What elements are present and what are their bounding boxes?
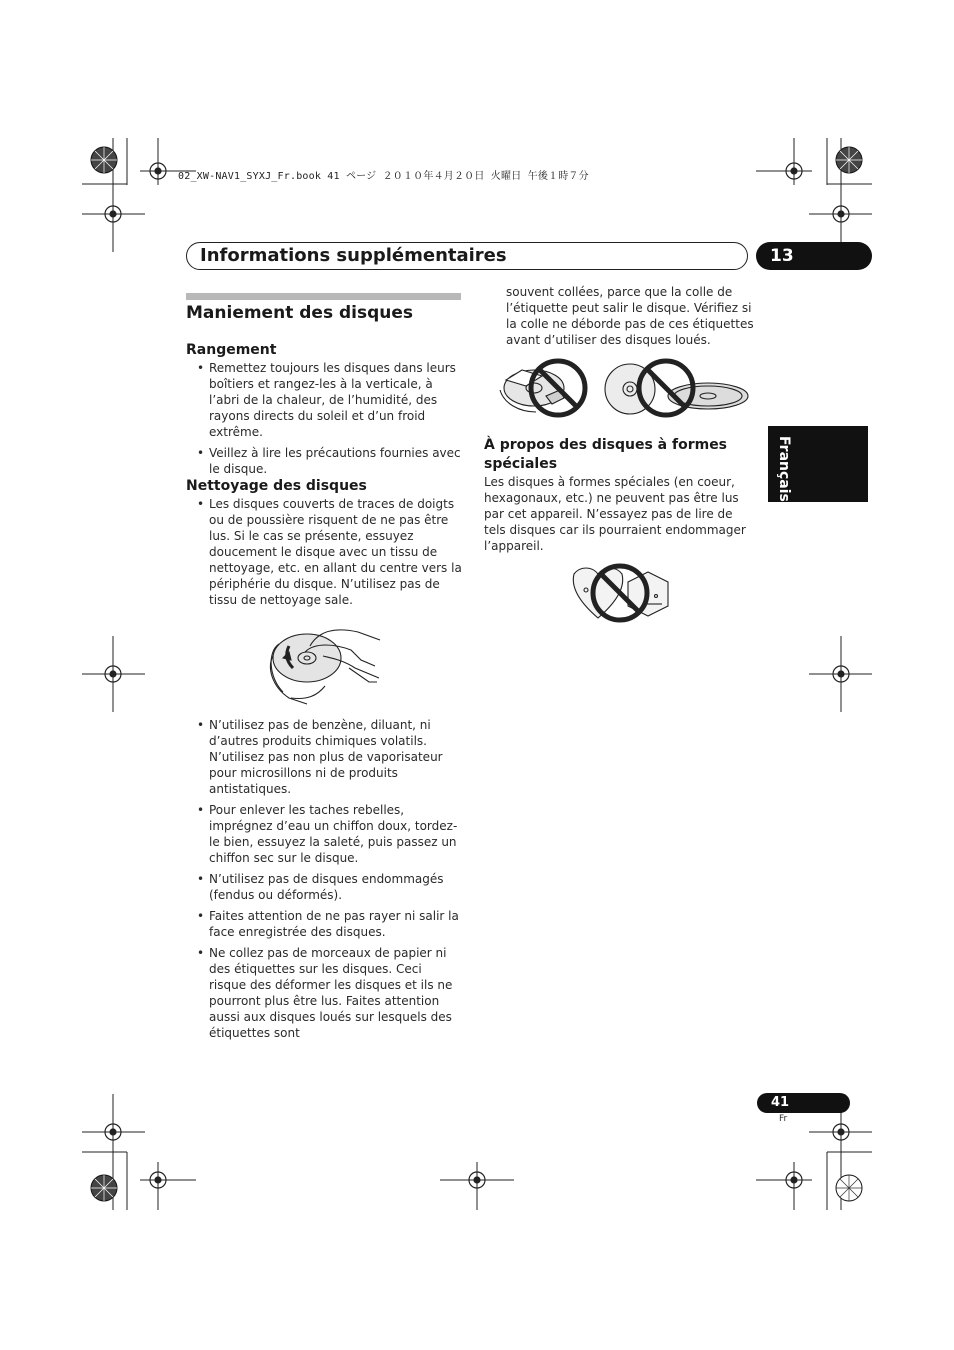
- print-info-line: 02_XW-NAV1_SYXJ_Fr.book 41 ページ ２０１０年４月２０日 火曜日 午後１時７分: [178, 171, 589, 182]
- nettoyage-list-a: [186, 496, 462, 613]
- list-item: • Remettez toujours les disques dans leurs boîtiers et rangez-les à la verticale, à l’abri de la chaleur, de l’humidité, des rayons directs du soleil et d’un froid extrême.: [197, 361, 456, 439]
- chapter-number: 13: [756, 242, 872, 270]
- no-label-disc-illustration: [496, 356, 596, 420]
- formes-text: Les disques à formes spéciales (en coeur, hexagonaux, etc.) ne peuvent pas être lus par cet appareil. N’essayez pas de lire de tels disques car ils pourraient endommager l’appareil.: [484, 475, 746, 553]
- list-item: • N’utilisez pas de benzène, diluant, ni d’autres produits chimiques volatils. N’utilisez pas non plus de vaporisateur pour microsillons ni de produits antistatiques.: [197, 718, 443, 796]
- chapter-title: Informations supplémentaires: [200, 245, 507, 266]
- nettoyage-heading: Nettoyage des disques: [186, 478, 367, 494]
- page-number: 41: [757, 1093, 850, 1113]
- section-title: Maniement des disques: [186, 303, 414, 323]
- no-shaped-disc-illustration: [566, 560, 676, 624]
- list-item: • Les disques couverts de traces de doigts ou de poussière risquent de ne pas être lus. Si le cas se présente, essuyez doucement le disque avec un tissu de nettoyage, etc. en allant du centre vers la périphérie du disque. N’utilisez pas de tissu de nettoyage sale.: [197, 497, 462, 607]
- disc-cleaning-illustration: [265, 616, 385, 706]
- list-item: • Pour enlever les taches rebelles, imprégnez d’eau un chiffon doux, tordez-le bien, essuyez la saleté, puis passez un chiffon sec sur le disque.: [197, 803, 458, 865]
- no-warped-disc-illustration: [602, 356, 752, 420]
- continuation-text: souvent collées, parce que la colle de l’étiquette peut salir le disque. Vérifiez si la colle ne déborde pas de ces étiquettes avant d’utiliser des disques loués.: [506, 285, 754, 347]
- language-tab-label: Français: [776, 436, 792, 502]
- language-tab-label-wrap: [768, 426, 798, 502]
- page-language: Fr: [779, 1114, 788, 1124]
- list-item: • Veillez à lire les précautions fournies avec le disque.: [197, 446, 461, 476]
- formes-heading-line2: spéciales: [484, 456, 558, 472]
- section-rule: [186, 293, 461, 300]
- list-item: • Faites attention de ne pas rayer ni salir la face enregistrée des disques.: [197, 909, 459, 939]
- nettoyage-list-b: [186, 717, 462, 1046]
- rangement-list: [186, 360, 462, 482]
- formes-heading-line1: À propos des disques à formes: [484, 437, 728, 453]
- rangement-heading: Rangement: [186, 342, 277, 358]
- list-item: • N’utilisez pas de disques endommagés (fendus ou déformés).: [197, 872, 444, 902]
- list-item: • Ne collez pas de morceaux de papier ni des étiquettes sur les disques. Ceci risque des déformer les disques et ils ne pourront plus être lus. Faites attention aussi aux disques loués sur lesquels des étiquettes sont: [197, 946, 453, 1040]
